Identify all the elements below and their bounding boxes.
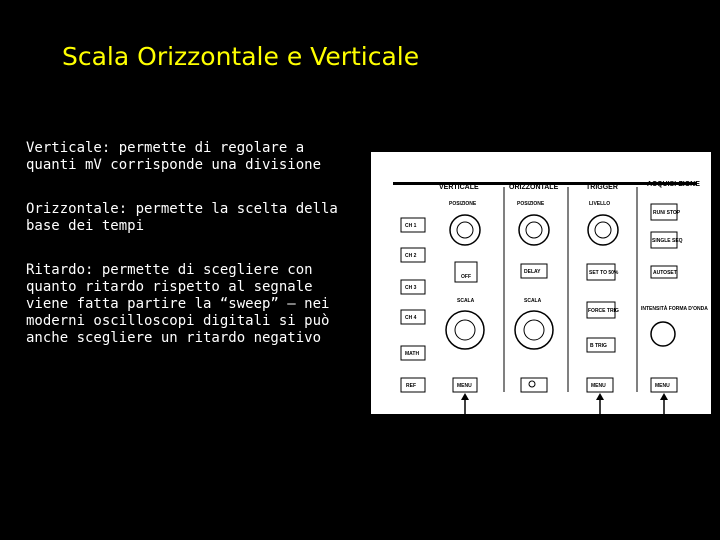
bullet-ritardo: Ritardo: permette di scegliere con quanto ritardo rispetto al segnale viene fatta partire la “sweep” – nei moderni oscilloscopi digitali si può anche scegliere un ritardo negativo [26,262,330,346]
svg-text:MATH: MATH [405,351,420,357]
svg-text:CH 3: CH 3 [405,285,417,291]
button-math [401,346,425,360]
svg-text:SINGLE SEQ: SINGLE SEQ [652,238,683,244]
svg-text:AUTOSET: AUTOSET [653,270,677,276]
section-acquisizione: ACQUISI-ZIONE [647,181,700,188]
knob-h-posizione [519,215,549,245]
knob-v-posizione [450,215,480,245]
label-v-posizione: POSIZIONE [449,201,477,207]
bullet-verticale: Verticale: permette di regolare a quanti mV corrisponde una divisione [26,140,322,173]
svg-text:B TRIG: B TRIG [590,343,607,349]
knob-intensita [651,322,675,346]
knob-v-scala [446,311,484,349]
button-force-trig [587,302,619,318]
svg-text:MENU: MENU [655,383,670,389]
svg-text:CH 1: CH 1 [405,223,417,229]
section-trigger: TRIGGER [586,184,618,191]
button-ref [401,378,425,392]
button-delay [521,264,547,278]
svg-text:RUN/ STOP: RUN/ STOP [653,210,681,216]
svg-text:MENU: MENU [591,383,606,389]
button-zoom [521,378,547,392]
label-livello: LIVELLO [589,201,611,207]
section-verticale: VERTICALE [439,184,479,191]
button-menu-trigger [587,378,613,392]
section-orizzontale: ORIZZONTALE [509,184,559,191]
arrow-menu-verticale [461,393,469,414]
button-off [455,262,477,282]
button-menu-acquisizione [651,378,677,392]
svg-text:OFF: OFF [461,274,471,280]
svg-text:REF: REF [406,383,416,389]
knob-h-scala [515,311,553,349]
oscilloscope-panel-figure [371,152,711,414]
label-v-scala: SCALA [457,298,475,304]
arrow-menu-acquisizione [660,393,668,414]
oscilloscope-panel-drawing [371,152,711,414]
button-single-seq [651,232,683,248]
svg-text:DELAY: DELAY [524,269,541,275]
arrow-menu-trigger [596,393,604,414]
slide-title: Scala Orizzontale e Verticale [62,42,420,71]
bullet-list [26,140,356,374]
button-ch3 [401,280,425,294]
button-menu-verticale [453,378,477,392]
button-b-trig [587,338,615,352]
button-run-stop [651,204,681,220]
label-h-scala: SCALA [524,298,542,304]
button-set-to-50 [587,264,619,280]
svg-text:CH 4: CH 4 [405,315,417,321]
label-h-posizione: POSIZIONE [517,201,545,207]
svg-text:CH 2: CH 2 [405,253,417,259]
svg-text:MENU: MENU [457,383,472,389]
svg-text:SET TO 50%: SET TO 50% [589,270,619,276]
bullet-orizzontale: Orizzontale: permette la scelta della base dei tempi [26,201,338,234]
button-autoset [651,266,677,278]
label-intensita: INTENSITÀ FORMA D'ONDA [641,306,708,312]
button-ch4 [401,310,425,324]
svg-text:FORCE TRIG: FORCE TRIG [588,308,619,314]
knob-livello [588,215,618,245]
button-ch1 [401,218,425,232]
button-ch2 [401,248,425,262]
